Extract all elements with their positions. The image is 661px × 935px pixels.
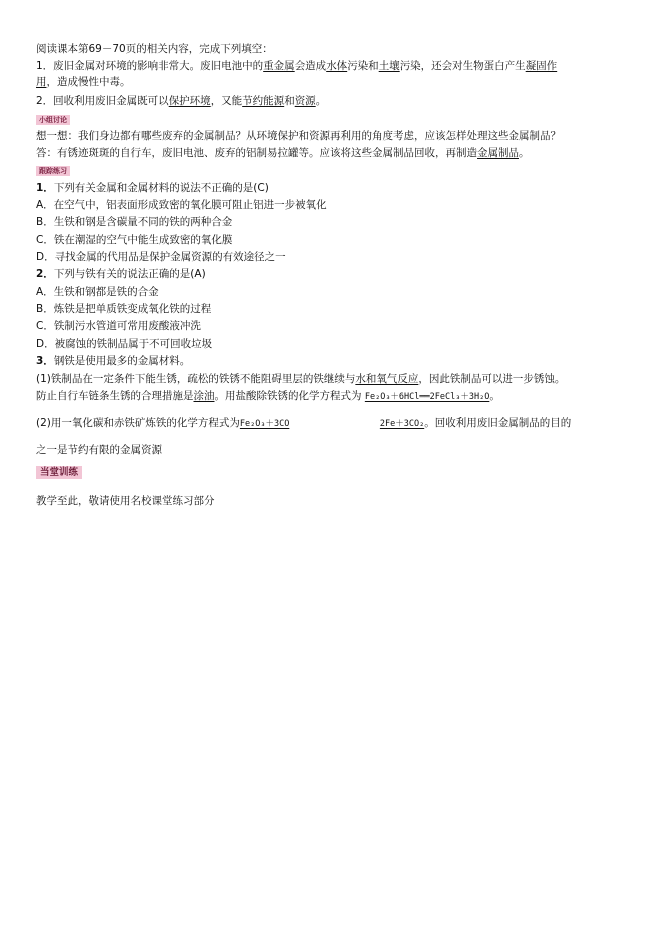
blank-oil: 涂油 xyxy=(193,390,215,402)
q2-option-b: B．炼铁是把单质铁变成氧化铁的过程 xyxy=(36,303,212,315)
q3-part-1-line-2 xyxy=(36,389,500,404)
closing-note: 教学至此，敬请使用名校课堂练习部分 xyxy=(36,495,215,507)
q3-text: 防止自行车链条生锈的合理措施是 xyxy=(36,390,194,402)
q1-option-a: A．在空气中，铝表面形成致密的氧化膜可阻止铝进一步被氧化 xyxy=(36,199,327,211)
q3-text: 。回收利用废旧金属制品的目的 xyxy=(424,417,572,429)
q3-text: 。用盐酸除铁锈的化学方程式为 xyxy=(214,390,362,402)
blank-heavy-metal: 重金属 xyxy=(263,60,295,72)
answer-text: 答：有锈迹斑斑的自行车，废旧电池、废弃的铝制易拉罐等。应该将这些金属制品回收，再制造 xyxy=(36,147,477,159)
q3-number: 3． xyxy=(36,355,54,367)
q3-text: 。 xyxy=(489,390,500,402)
item-2-text: 和 xyxy=(284,95,295,107)
q1-number: 1． xyxy=(36,182,54,194)
blank-save-energy: 节约能源 xyxy=(242,95,285,107)
q2-stem-text: 下列与铁有关的说法正确的是(A) xyxy=(53,268,206,280)
blank-metal-products: 金属制品 xyxy=(477,147,519,159)
q3-part-2-line-2: 之一是节约有限的金属资源 xyxy=(36,444,162,456)
q3-stem xyxy=(36,354,190,368)
blank-soil: 土壤 xyxy=(378,60,400,72)
think-answer xyxy=(36,146,530,160)
answer-text: 。 xyxy=(519,147,530,159)
q3-part-1-line-1 xyxy=(36,372,565,386)
equation-rust-removal: Fe₂O₃＋6HCl══2FeCl₃＋3H₂O xyxy=(364,392,490,402)
q2-option-c: C．铁制污水管道可常用废酸液冲洗 xyxy=(36,320,201,332)
q2-option-a: A．生铁和钢都是铁的合金 xyxy=(36,286,159,298)
section-badge-group-discussion: 小组讨论 xyxy=(36,115,70,125)
q3-text: (2)用一氧化碳和赤铁矿炼铁的化学方程式为 xyxy=(36,417,240,429)
q1-stem-text: 下列有关金属和金属材料的说法不正确的是(C) xyxy=(53,182,269,194)
blank-water: 水体 xyxy=(326,60,348,72)
q1-option-c: C．铁在潮湿的空气中能生成致密的氧化膜 xyxy=(36,234,233,246)
item-1-text: 污染，还会对生物蛋白产生 xyxy=(399,60,526,72)
item-1-text: 污染和 xyxy=(347,60,379,72)
item-2-text: ，又能 xyxy=(210,95,243,107)
blank-coagulation: 凝固作 xyxy=(525,60,558,72)
item-2-text: 2．回收利用废旧金属既可以 xyxy=(36,95,169,107)
item-2-line xyxy=(36,94,326,108)
blank-protect-env: 保护环境 xyxy=(168,95,211,107)
think-question: 想一想：我们身边都有哪些废弃的金属制品？从环境保护和资源再利用的角度考虑，应该怎样处理这些金属制品？ xyxy=(36,130,561,142)
section-badge-practice: 跟踪练习 xyxy=(36,166,70,176)
q2-option-d: D．被腐蚀的铁制品属于不可回收垃圾 xyxy=(36,338,213,350)
q2-number: 2． xyxy=(36,268,54,280)
equation-ironmaking-right: 2Fe＋3CO₂ xyxy=(379,419,425,429)
blank-coagulation-cont: 用 xyxy=(36,76,47,88)
q3-stem-text: 钢铁是使用最多的金属材料。 xyxy=(53,355,191,367)
section-badge-class-training: 当堂训练 xyxy=(36,466,82,479)
intro-line: 阅读课本第69－70页的相关内容，完成下列填空： xyxy=(36,43,273,55)
item-1-line-2 xyxy=(36,75,131,89)
blank-water-oxygen: 水和氧气反应 xyxy=(355,373,419,385)
q3-part-2-line-1 xyxy=(36,416,571,431)
q1-option-d: D．寻找金属的代用品是保护金属资源的有效途径之一 xyxy=(36,251,286,263)
blank-resources: 资源 xyxy=(294,95,316,107)
q1-stem xyxy=(36,181,269,195)
q1-option-b: B．生铁和钢是含碳量不同的铁的两种合金 xyxy=(36,216,233,228)
item-1-line-1 xyxy=(36,59,557,73)
q3-text: (1)铁制品在一定条件下能生锈，疏松的铁锈不能阻碍里层的铁继续与 xyxy=(36,373,356,385)
item-2-text: 。 xyxy=(315,95,327,107)
item-1-text: 1．废旧金属对环境的影响非常大。废旧电池中的 xyxy=(36,60,264,72)
item-1-text: 会造成 xyxy=(294,60,327,72)
q3-text: ，因此铁制品可以进一步锈蚀。 xyxy=(418,373,566,385)
item-1-text: ，造成慢性中毒。 xyxy=(46,76,131,88)
q2-stem xyxy=(36,267,206,281)
equation-ironmaking-left: Fe₂O₃＋3CO xyxy=(239,419,290,429)
